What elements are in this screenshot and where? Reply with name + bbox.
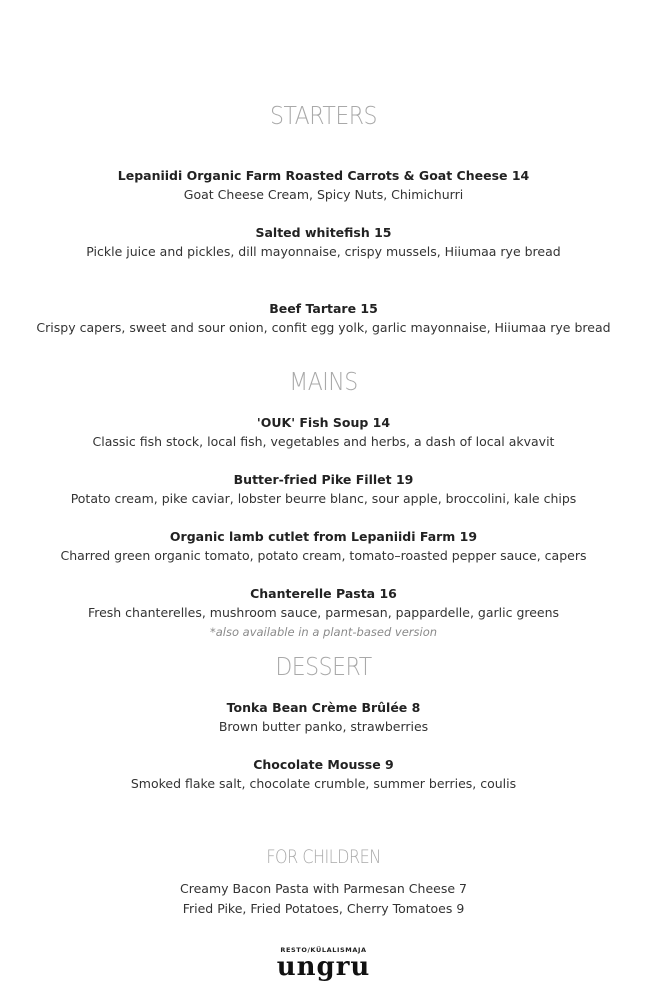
menu-item-name: Chanterelle Pasta 16 [250,586,397,601]
menu-item-description: Potato cream, pike caviar, lobster beurre blanc, sour apple, broccolini, kale chips [70,491,577,506]
logo-tagline: RESTO/KÜLALISMAJA [280,946,367,954]
menu-item-name: Lepaniidi Organic Farm Roasted Carrots & Goat Cheese 14 [117,168,530,183]
children-menu-line: Creamy Bacon Pasta with Parmesan Cheese 7 [180,881,467,896]
menu-item-description: Goat Cheese Cream, Spicy Nuts, Chimichurri [183,187,464,202]
menu-item-description: Charred green organic tomato, potato cream, tomato–roasted pepper sauce, capers [60,548,587,563]
mains-heading: MAINS [289,368,358,397]
menu-item-name: Butter-fried Pike Fillet 19 [233,472,414,487]
menu-item-description: Pickle juice and pickles, dill mayonnaise, crispy mussels, Hiiumaa rye bread [86,244,561,259]
menu-item-name: Salted whitefish 15 [255,225,392,240]
children-heading: FOR CHILDREN [266,845,381,868]
dessert-heading: DESSERT [275,653,372,682]
menu-item-description: Smoked flake salt, chocolate crumble, summer berries, coulis [130,776,517,791]
logo-wordmark: ungru [276,952,371,982]
menu-item-description: Crispy capers, sweet and sour onion, confit egg yolk, garlic mayonnaise, Hiiumaa rye bread [36,320,611,335]
restaurant-logo [0,946,647,980]
starters-heading: STARTERS [269,102,378,131]
menu-item-description: Brown butter panko, strawberries [218,719,429,734]
children-menu-line: Fried Pike, Fried Potatoes, Cherry Tomatoes 9 [182,901,465,916]
menu-item-name: Organic lamb cutlet from Lepaniidi Farm 19 [169,529,478,544]
menu-item-name: Tonka Bean Crème Brûlée 8 [226,700,421,715]
menu-item-name: Chocolate Mousse 9 [253,757,394,772]
menu-item-name: 'OUK' Fish Soup 14 [256,415,391,430]
menu-item-name: Beef Tartare 15 [269,301,378,316]
menu-item-description: Fresh chanterelles, mushroom sauce, parmesan, pappardelle, garlic greens [87,605,560,620]
menu-item-description: Classic fish stock, local fish, vegetables and herbs, a dash of local akvavit [92,434,555,449]
menu-item-note: *also available in a plant-based version [209,625,438,639]
